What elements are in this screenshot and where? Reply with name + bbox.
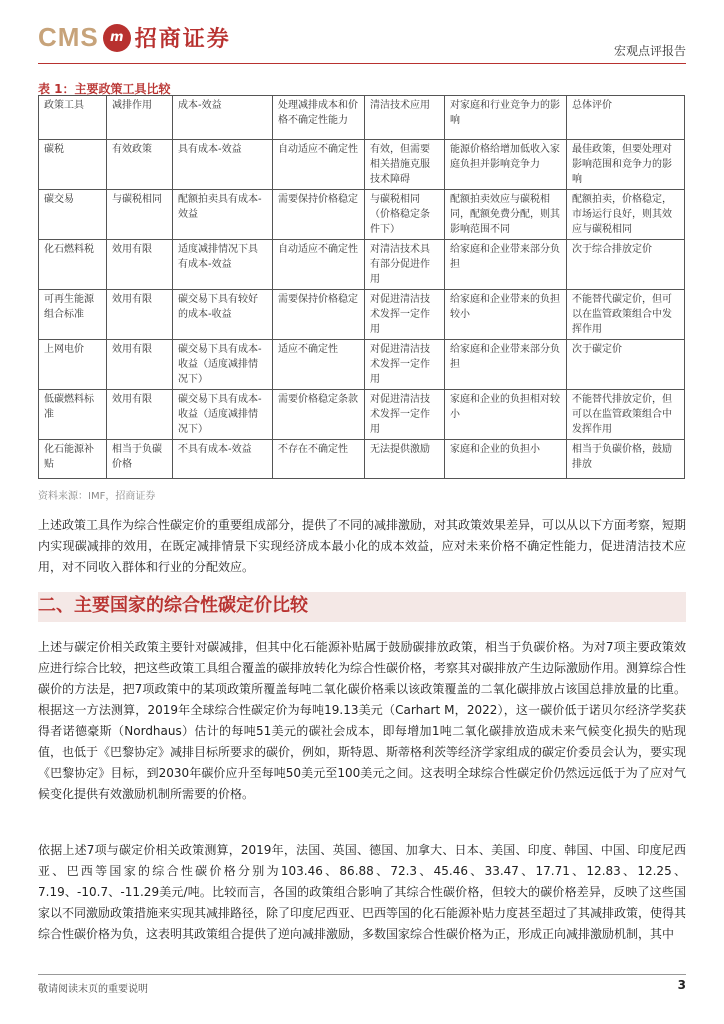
table-cell: 碳交易下具有较好的成本-收益 <box>173 290 273 340</box>
header-cell: 减排作用 <box>107 96 173 140</box>
table-cell: 化石能源补贴 <box>39 440 107 479</box>
table-cell: 给家庭和企业带来的负担较小 <box>445 290 567 340</box>
table-cell: 给家庭和企业带来部分负担 <box>445 340 567 390</box>
table-cell: 不能替代排放定价，但可以在监管政策组合中发挥作用 <box>567 390 685 440</box>
table-cell: 碳税 <box>39 140 107 190</box>
header-cell: 总体评价 <box>567 96 685 140</box>
table-cell: 对促进清洁技术发挥一定作用 <box>365 290 445 340</box>
table-cell: 需要保持价格稳定 <box>273 290 365 340</box>
table-cell: 可再生能源组合标准 <box>39 290 107 340</box>
table-cell: 具有成本-效益 <box>173 140 273 190</box>
footer-disclaimer-link: 敬请阅读末页的重要说明 <box>38 984 148 995</box>
table-cell: 效用有限 <box>107 390 173 440</box>
table-cell: 最佳政策，但要处理对影响范围和竞争力的影响 <box>567 140 685 190</box>
table-cell: 自动适应不确定性 <box>273 240 365 290</box>
paragraph-policy-summary: 上述政策工具作为综合性碳定价的重要组成部分，提供了不同的减排激励，对其政策效果差异，可以从以下方面考察，短期内实现碳减排的效用，在既定减排情景下实现经济成本最小化的成本效益，应对未来价格不确定性能力，促进清洁技术应用，对不同收入群体和行业的分配效应。 <box>38 518 687 574</box>
table-cell: 不具有成本-效益 <box>173 440 273 479</box>
table-cell: 效用有限 <box>107 240 173 290</box>
page-header <box>0 0 724 64</box>
header-cell: 成本-效益 <box>173 96 273 140</box>
table-title: 表 1：主要政策工具比较 <box>38 82 171 96</box>
table-cell: 效用有限 <box>107 340 173 390</box>
table-cell: 碳交易下具有成本-收益（适度减排情况下） <box>173 340 273 390</box>
table-cell: 相当于负碳价格，鼓励排放 <box>567 440 685 479</box>
header-cell: 对家庭和行业竞争力的影响 <box>445 96 567 140</box>
footer-divider <box>38 974 686 975</box>
table-cell: 有效政策 <box>107 140 173 190</box>
table-cell: 与碳税相同（价格稳定条件下） <box>365 190 445 240</box>
report-type-label: 宏观点评报告 <box>613 44 686 58</box>
table-cell: 碳交易 <box>39 190 107 240</box>
header-cell: 清洁技术应用 <box>365 96 445 140</box>
header-cell: 政策工具 <box>39 96 107 140</box>
table-row <box>39 140 685 190</box>
table-cell: 无法提供激励 <box>365 440 445 479</box>
company-logo <box>38 22 231 53</box>
table-cell: 不存在不确定性 <box>273 440 365 479</box>
section-heading: 二、主要国家的综合性碳定价比较 <box>38 595 308 616</box>
table-cell: 适度减排情况下具有成本-效益 <box>173 240 273 290</box>
table-cell: 配额拍卖效应与碳税相同，配额免费分配，则其影响范围不同 <box>445 190 567 240</box>
table-cell: 次于综合排放定价 <box>567 240 685 290</box>
table-cell: 需要价格稳定条款 <box>273 390 365 440</box>
table-cell: 化石燃料税 <box>39 240 107 290</box>
logo-chinese-name: 招商证券 <box>134 27 231 52</box>
table-cell: 上网电价 <box>39 340 107 390</box>
table-header-row <box>39 96 685 140</box>
paragraph-country-comparison: 依据上述7项与碳定价相关政策测算，2019年，法国、英国、德国、加拿大、日本、美国、印度、韩国、中国、印度尼西亚、巴西等国家的综合性碳价格分别为103.46、86.88、72.3、45.46、33.47、17.71、12.83、12.25、7.19、-10.7、-11.29美元/吨。比较而言，各国的政策组合影响了其综合性碳价格，但较大的碳价格差异，反映了这些国家以不同激励政策措施来实现其减排路径，除了印度尼西亚、巴西等国的化石能源补贴力度甚至超过了其减排政策，使得其综合性碳价格为负，这表明其政策组合提供了逆向减排激励，多数国家综合性碳价格为正，形成正向减排激励机制，其中 <box>38 843 687 941</box>
table-cell: 有效，但需要相关措施克服技术障碍 <box>365 140 445 190</box>
header-cell: 处理减排成本和价格不确定性能力 <box>273 96 365 140</box>
table-cell: 家庭和企业的负担相对较小 <box>445 390 567 440</box>
table-row <box>39 340 685 390</box>
table-row <box>39 190 685 240</box>
table-cell: 能源价格给增加低收入家庭负担并影响竞争力 <box>445 140 567 190</box>
table-cell: 效用有限 <box>107 290 173 340</box>
table-cell: 碳交易下具有成本-收益（适度减排情况下） <box>173 390 273 440</box>
table-cell: 适应不确定性 <box>273 340 365 390</box>
table-cell: 家庭和企业的负担小 <box>445 440 567 479</box>
table-cell: 对清洁技术具有部分促进作用 <box>365 240 445 290</box>
table-cell: 给家庭和企业带来部分负担 <box>445 240 567 290</box>
table-row <box>39 440 685 479</box>
table-cell: 次于碳定价 <box>567 340 685 390</box>
table-cell: 自动适应不确定性 <box>273 140 365 190</box>
table-cell: 配额拍卖具有成本-效益 <box>173 190 273 240</box>
table-cell: 对促进清洁技术发挥一定作用 <box>365 390 445 440</box>
table-cell: 与碳税相同 <box>107 190 173 240</box>
table-cell: 相当于负碳价格 <box>107 440 173 479</box>
table-cell: 低碳燃料标准 <box>39 390 107 440</box>
logo-emblem-icon: m <box>103 24 131 52</box>
table-cell: 对促进清洁技术发挥一定作用 <box>365 340 445 390</box>
table-cell: 配额拍卖，价格稳定，市场运行良好，则其效应与碳税相同 <box>567 190 685 240</box>
paragraph-carbon-price-method: 上述与碳定价相关政策主要针对碳减排，但其中化石能源补贴属于鼓励碳排放政策，相当于负碳价格。为对7项主要政策效应进行综合比较，把这些政策工具组合覆盖的碳排放转化为综合性碳价格，考察其对碳排放产生边际激励作用。测算综合性碳价的方法是，把7项政策中的某项政策所覆盖每吨二氧化碳价格乘以该政策覆盖的二氧化碳排放占该国总排放量的比重。根据这一方法测算，2019年全球综合性碳定价为每吨19.13美元（Carhart M，2022），这一碳价低于诺贝尔经济学奖获得者诺德豪斯（Nordhaus）估计的每吨51美元的碳社会成本，即每增加1吨二氧化碳排放造成未来气候变化损失的贴现值，也低于《巴黎协定》减排目标所要求的碳价，例如，斯特恩、斯蒂格利茨等经济学家组成的碳定价委员会认为，要实现《巴黎协定》目标，到2030年碳价应升至每吨50美元至100美元之间。这表明全球综合性碳定价仍然远远低于为了应对气候变化提供有效激励机制所需要的价格。 <box>38 640 687 801</box>
policy-comparison-table <box>38 95 685 479</box>
table-source-note: 资料来源：IMF，招商证券 <box>38 491 156 502</box>
table-row <box>39 290 685 340</box>
table-cell: 不能替代碳定价，但可以在监管政策组合中发挥作用 <box>567 290 685 340</box>
page-number: 3 <box>677 978 686 992</box>
header-divider <box>38 63 686 64</box>
table-cell: 需要保持价格稳定 <box>273 190 365 240</box>
table-row <box>39 390 685 440</box>
table-row <box>39 240 685 290</box>
logo-cms-text: CMS <box>38 22 99 52</box>
